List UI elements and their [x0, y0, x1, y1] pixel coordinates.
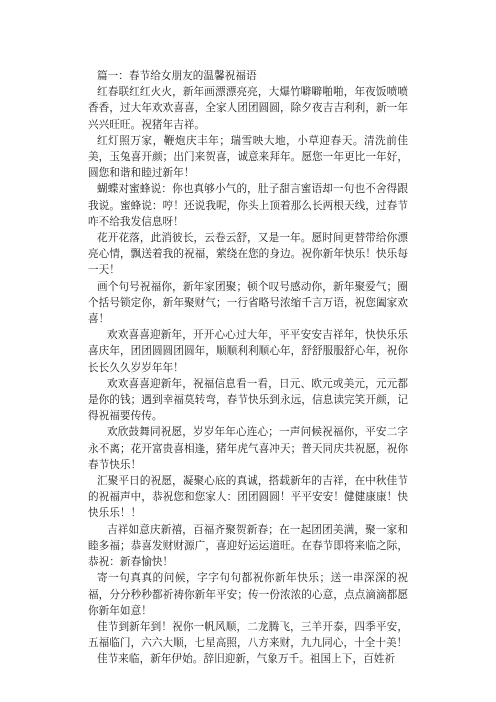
paragraph: 欢欣鼓舞同祝愿，岁岁年年心连心；一声问候祝福你，平安二字永不离；花开富贵喜相逢，猪年虎气喜冲天；普天同庆共祝愿，祝你春节快乐！ [88, 426, 408, 471]
document-title: 篇一：春节给女朋友的温馨祝福语 [97, 70, 257, 82]
paragraph: 欢欢喜喜迎新年，祝福信息看一看，日元、欧元或美元，元元都是你的钱；遇到幸福莫转弯，春节快乐到永远，信息读完笑开颜，记得祝福要传传。 [88, 377, 408, 423]
paragraph: 佳节到新年到！祝你一帆风顺，二龙腾飞，三羊开泰，四季平安，五福临门，六六大顺，七星高照，八方来财，九九同心，十全十美！ [88, 620, 408, 650]
paragraph: 花开花落，此消彼长，云卷云舒，又是一年。愿时间更替带给你漂亮心情，飘送着我的祝福，萦绕在您的身边。祝你新年快乐！快乐每一天！ [88, 232, 408, 277]
paragraph: 佳节来临，新年伊始。辞旧迎新，气象万千。祖国上下，百姓祈 [97, 653, 396, 666]
paragraph: 欢欢喜喜迎新年，开开心心过大年，平平安安吉祥年，快快乐乐喜庆年，团团圆圆团圆年，顺顺利利顺心年，舒舒服服舒心年，祝你长长久久岁岁年年！ [88, 329, 408, 374]
paragraph: 汇聚平日的祝愿，凝聚心底的真诚，搭载新年的吉祥，在中秋佳节的祝福声中，恭祝您和您家人：团团圆圆！平平安安！健健康康！快快乐乐！！ [88, 475, 408, 520]
paragraph: 吉祥如意庆新禧，百福齐聚贺新春；在一起团团美满，聚一家和睦多福；恭喜发财财源广，喜迎好运运道旺。在春节即将来临之际，恭祝：新春愉快！ [88, 523, 408, 569]
paragraph: 寄一句真真的问候，字字句句都祝你新年快乐；送一串深深的祝福，分分秒秒都祈祷你新年平安；传一份浓浓的心意，点点滴滴都愿你新年如意！ [88, 572, 408, 617]
paragraph: 画个句号祝福你，新年家团聚；顿个叹号感动你，新年聚爱气；圈个括号锁定你，新年聚财气；一行省略号浓缩千言万语，祝您阖家欢喜！ [88, 280, 408, 326]
paragraph: 红春联红红火火，新年画漂漂亮亮，大爆竹噼噼啪啪，年夜饭喷喷香香，过大年欢欢喜喜，全家人团团圆圆，除夕夜吉吉利利，新一年兴兴旺旺。祝猪年吉祥。 [88, 86, 408, 131]
paragraph: 红灯照万家，鞭炮庆丰年；瑞雪映大地，小草迎春天。清洗前佳美，玉兔喜开颜；出门来贺喜，诚意来拜年。愿您一年更比一年好，圆您和谐和睦过新年！ [88, 134, 408, 180]
document-body [88, 68, 408, 668]
paragraph: 蝴蝶对蜜蜂说：你也真够小气的，肚子甜言蜜语却一句也不舍得跟我说。蜜蜂说：哼！还说我呢，你头上顶着那么长两根天线，过春节咋不给我发信息呀！ [88, 183, 408, 228]
